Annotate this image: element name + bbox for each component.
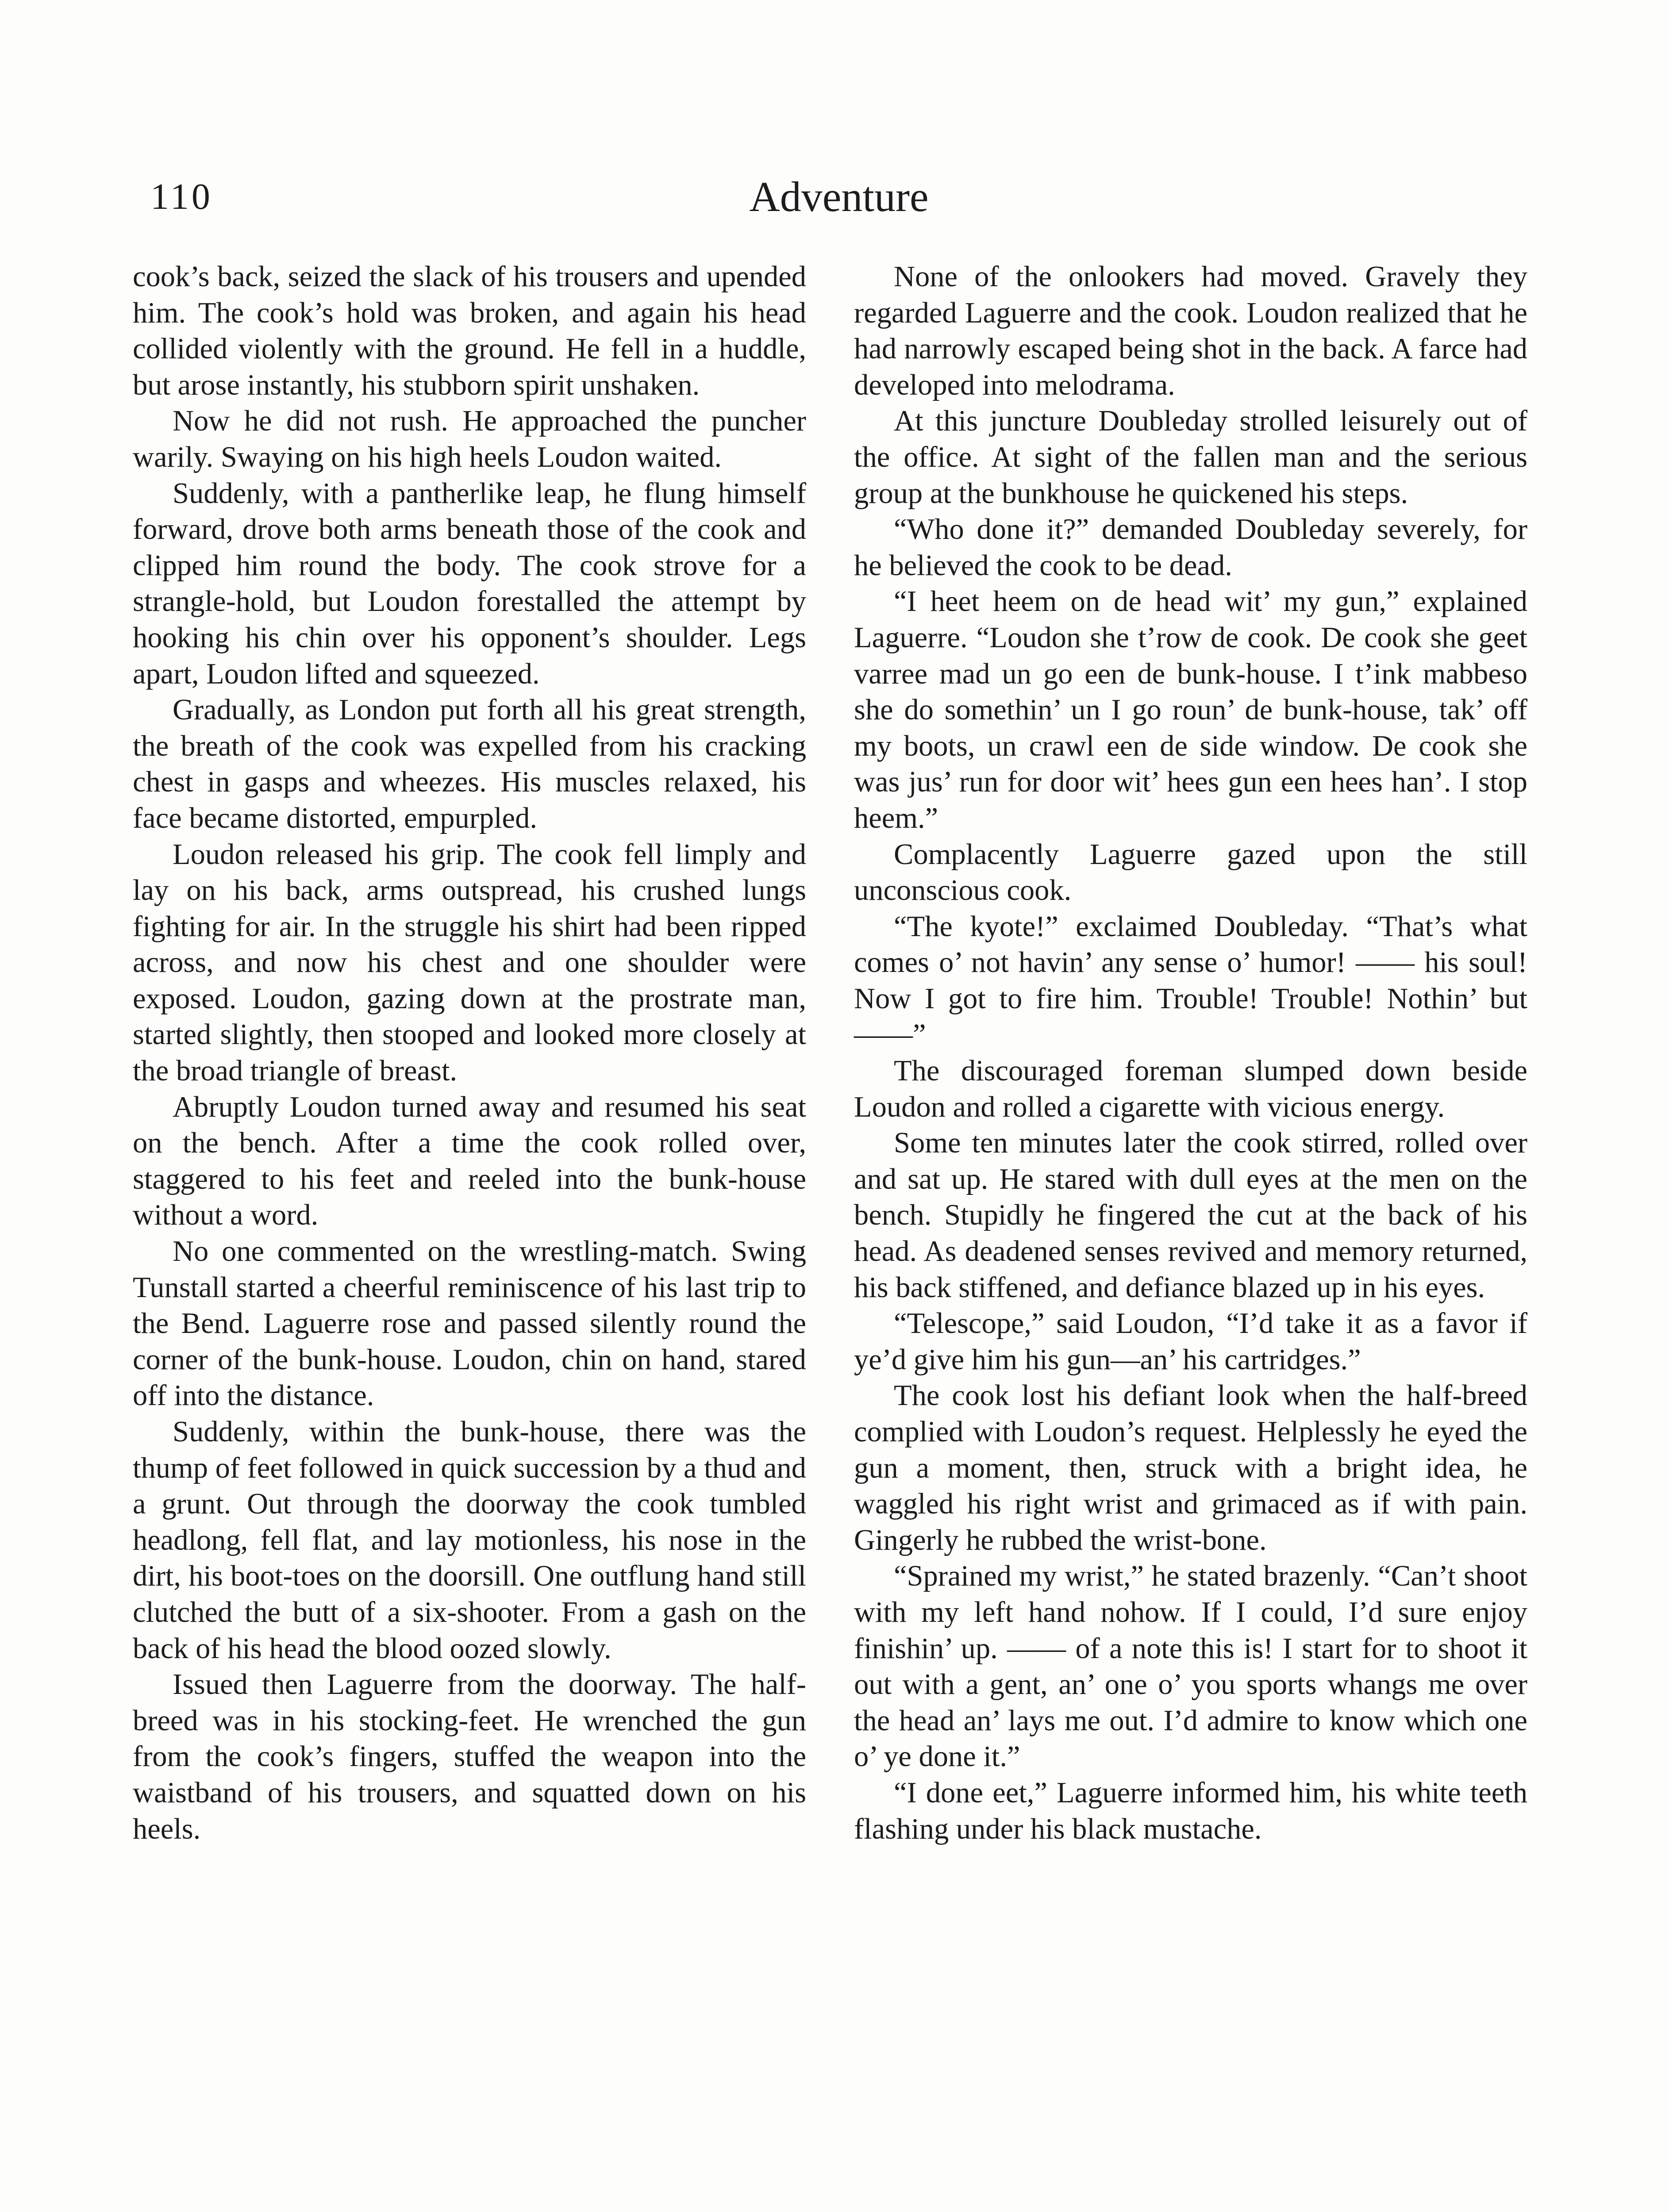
page-number: 110 [150, 176, 213, 217]
left-column [133, 259, 806, 1847]
paragraph: “The kyote!” exclaimed Doubleday. “That’s what comes o’ not havin’ any sense o’ humor! —— his soul! Now I got to fire him. Trouble! Trouble! Nothin’ but——” [854, 910, 1527, 1051]
paragraph: cook’s back, seized the slack of his trousers and upended him. The cook’s hold was broken, and again his head collided violently with the ground. He fell in a huddle, but arose instantly, his stubborn spirit unshaken. [133, 261, 806, 401]
paragraph: “Telescope,” said Loudon, “I’d take it as a favor if ye’d give him his gun—an’ his cartridges.” [854, 1307, 1527, 1376]
paragraph: Complacently Laguerre gazed upon the still unconscious cook. [854, 838, 1527, 907]
paragraph: Suddenly, within the bunk-house, there was the thump of feet followed in quick succession by a thud and a grunt. Out through the doorway the cook tumbled headlong, fell flat, and lay motionless, his nose in the dirt, his boot-toes on the doorsill. One outflung hand still clutched the butt of a six-shooter. From a gash on the back of his head the blood oozed slowly. [133, 1416, 806, 1665]
journal-title: Adventure [749, 173, 929, 220]
running-head [150, 168, 1527, 226]
right-column [854, 259, 1527, 1847]
paragraph: “I heet heem on de head wit’ my gun,” explained Laguerre. “Loudon she t’row de cook. De cook she geet varree mad un go een de bunk-house. I t’ink mabbeso she do somethin’ un I go roun’ de bunk-house, tak’ off my boots, un crawl een de side window. De cook she was jus’ run for door wit’ hees gun een hees han’. I stop heem.” [854, 585, 1527, 834]
paragraph: The discouraged foreman slumped down beside Loudon and rolled a cigarette with vicious energy. [854, 1055, 1527, 1123]
paragraph: Some ten minutes later the cook stirred, rolled over and sat up. He stared with dull eyes at the men on the bench. Stupidly he fingered the cut at the back of his head. As deadened senses revived and memory returned, his back stiffened, and defiance blazed up in his eyes. [854, 1127, 1527, 1304]
paragraph: Loudon released his grip. The cook fell limply and lay on his back, arms outspread, his crushed lungs fighting for air. In the struggle his shirt had been ripped across, and now his chest and one shoulder were exposed. Loudon, gazing down at the prostrate man, started slightly, then stooped and looked more closely at the broad triangle of breast. [133, 838, 806, 1087]
paragraph: Gradually, as London put forth all his great strength, the breath of the cook was expelled from his cracking chest in gasps and wheezes. His muscles relaxed, his face became distorted, empurpled. [133, 694, 806, 834]
paragraph: Issued then Laguerre from the doorway. The half-breed was in his stocking-feet. He wrenched the gun from the cook’s fingers, stuffed the weapon into the waistband of his trousers, and squatted down on his heels. [133, 1668, 806, 1845]
paragraph: “I done eet,” Laguerre informed him, his white teeth flashing under his black mustache. [854, 1776, 1527, 1845]
paragraph: Abruptly Loudon turned away and resumed his seat on the bench. After a time the cook rolled over, staggered to his feet and reeled into the bunk-house without a word. [133, 1091, 806, 1232]
paragraph: “Who done it?” demanded Doubleday severely, for he believed the cook to be dead. [854, 513, 1527, 582]
paragraph: Now he did not rush. He approached the puncher warily. Swaying on his high heels Loudon waited. [133, 405, 806, 473]
paragraph: The cook lost his defiant look when the half-breed complied with Loudon’s request. Helplessly he eyed the gun a moment, then, struck with a bright idea, he waggled his right wrist and grimaced as if with pain. Gingerly he rubbed the wrist-bone. [854, 1379, 1527, 1556]
paragraph: At this juncture Doubleday strolled leisurely out of the office. At sight of the fallen man and the serious group at the bunkhouse he quickened his steps. [854, 405, 1527, 510]
paragraph: Suddenly, with a pantherlike leap, he flung himself forward, drove both arms beneath those of the cook and clipped him round the body. The cook strove for a strangle-hold, but Loudon forestalled the attempt by hooking his chin over his opponent’s shoulder. Legs apart, Loudon lifted and squeezed. [133, 477, 806, 690]
paragraph: None of the onlookers had moved. Gravely they regarded Laguerre and the cook. Loudon realized that he had narrowly escaped being shot in the back. A farce had developed into melodrama. [854, 261, 1527, 401]
paragraph: “Sprained my wrist,” he stated brazenly. “Can’t shoot with my left hand nohow. If I could, I’d sure enjoy finishin’ up. —— of a note this is! I start for to shoot it out with a gent, an’ one o’ you sports whangs me over the head an’ lays me out. I’d admire to know which one o’ ye done it.” [854, 1560, 1527, 1773]
paragraph: No one commented on the wrestling-match. Swing Tunstall started a cheerful reminiscence of his last trip to the Bend. Laguerre rose and passed silently round the corner of the bunk-house. Loudon, chin on hand, stared off into the distance. [133, 1235, 806, 1412]
